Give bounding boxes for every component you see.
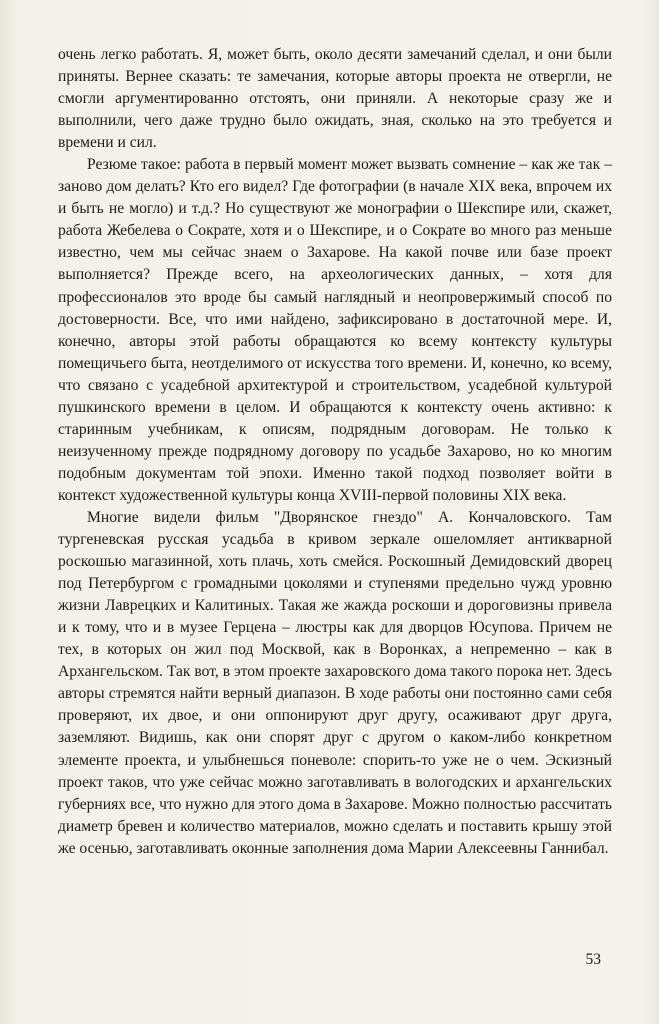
paragraph-3: Многие видели фильм "Дворянское гнездо" А. Кончаловского. Там тургеневская русская усадьба в кривом зеркале ошеломляет антикварной роскошью магазинной, хоть плачь, хоть смейся. Роскошный Демидовский дворец под Петербургом с громадными цоколями и ступенями предельно чужд уровню жизни Лаврецких и Калитиных. Такая же жажда роскоши и дороговизны привела и к тому, что и в музее Герцена – люстры как для дворцов Юсупова. Причем не тех, в которых он жил под Москвой, как в Воронках, а непременно – как в Архангельском. Так вот, в этом проекте захаровского дома такого порока нет. Здесь авторы стремятся найти верный диапазон. В ходе работы они постоянно сами себя проверяют, их двое, и они оппонируют друг другу, осаживают друг друга, заземляют. Видишь, как они спорят друг с другом о каком-либо конкретном элементе проекта, и улыбнешься поневоле: спорить-то уже не о чем. Эскизный проект таков, что уже сейчас можно заготавливать в вологодских и архангельских губерниях все, что нужно для этого дома в Захарове. Можно полностью рассчитать диаметр бревен и количество материалов, можно сделать и поставить крышу этой же осенью, заготавливать оконные заполнения дома Марии Алексеевны Ганнибал.: [58, 508, 612, 857]
paragraph-1: очень легко работать. Я, может быть, около десяти замечаний сделал, и они были приняты. Вернее сказать: те замечания, которые авторы проекта не отвергли, не смогли аргументированно отстоять, они приняли. А некоторые сразу же и выполнили, чего даже трудно было ожидать, зная, сколько на это требуется и времени и сил.: [58, 46, 612, 152]
body-text: [58, 44, 612, 860]
paragraph-2: Резюме такое: работа в первый момент может вызвать сомнение – как же так – заново дом делать? Кто его видел? Где фотографии (в начале XIX века, впрочем их и быть не могло) и т.д.? Но существуют же монографии о Шекспире или, скажет, работа Жебелева о Сократе, хотя и о Шекспире, и о Сократе во много раз меньше известно, чем мы сейчас знаем о Захарове. На какой почве или базе проект выполняется? Прежде всего, на археологических данных, – хотя для профессионалов это вроде бы самый наглядный и неопровержимый способ по достоверности. Все, что ими найдено, зафиксировано в достаточной мере. И, конечно, авторы этой работы обращаются ко всему контексту культуры помещичьего быта, неотделимого от искусства того времени. И, конечно, ко всему, что связано с усадебной архитектурой и строительством, усадебной культурой пушкинского времени в целом. И обращаются к контексту очень активно: к старинным учебникам, к описям, подрядным договорам. Не только к неизученному прежде подрядному договору по усадьбе Захарово, но ко многим подобным документам той эпохи. Именно такой подход позволяет войти в контекст художественной культуры конца XVIII-первой половины XIX века.: [58, 156, 612, 504]
page-number: 53: [585, 951, 601, 968]
